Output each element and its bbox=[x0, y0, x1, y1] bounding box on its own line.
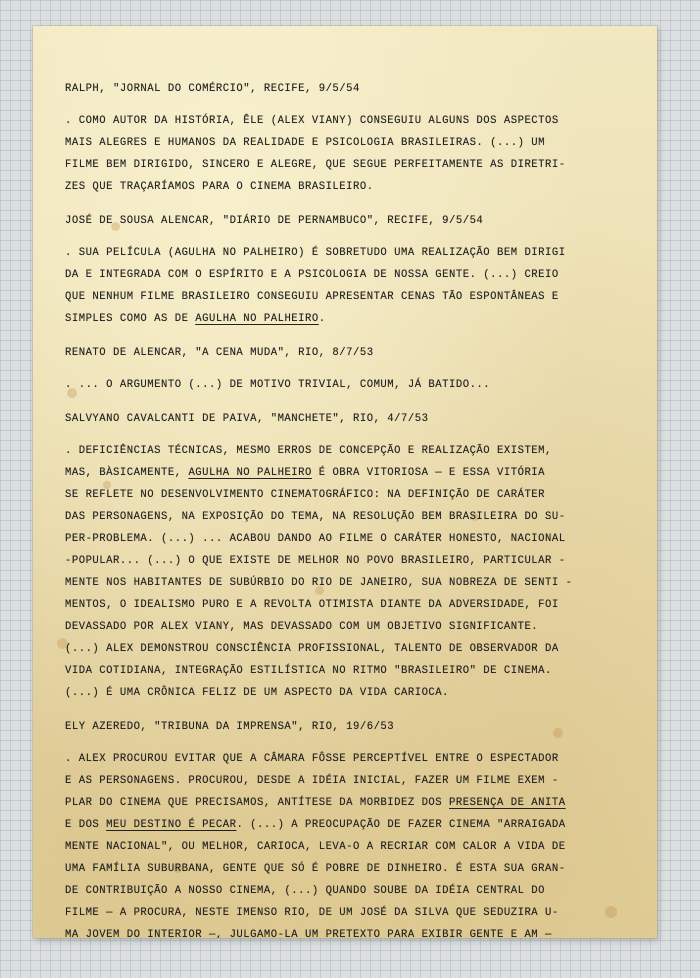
source-citation: RENATO DE ALENCAR, "A CENA MUDA", RIO, 8/7/53 bbox=[65, 347, 374, 359]
quote-line: (...) É UMA CRÔNICA FELIZ DE UM ASPECTO DA VIDA CARIOCA. bbox=[65, 687, 450, 699]
quote-line: . ALEX PROCUROU EVITAR QUE A CÂMARA FÔSSE PERCEPTÍVEL ENTRE O ESPECTADOR bbox=[65, 753, 559, 765]
typewritten-page bbox=[33, 26, 657, 938]
quote-line: (...) ALEX DEMONSTROU CONSCIÊNCIA PROFISSIONAL, TALENTO DE OBSERVADOR DA bbox=[65, 643, 559, 655]
quote-line: UMA FAMÍLIA SUBURBANA, GENTE QUE SÓ É POBRE DE DINHEIRO. É ESTA SUA GRAN- bbox=[65, 863, 566, 875]
quote-line: MENTE NOS HABITANTES DE SUBÚRBIO DO RIO DE JANEIRO, SUA NOBREZA DE SENTI - bbox=[65, 577, 573, 589]
underlined-film-title: MEU DESTINO É PECAR bbox=[106, 819, 237, 831]
quote-line: . ... O ARGUMENTO (...) DE MOTIVO TRIVIAL, COMUM, JÁ BATIDO... bbox=[65, 379, 491, 391]
quote-block bbox=[65, 748, 635, 938]
source-citation: SALVYANO CAVALCANTI DE PAIVA, "MANCHETE", RIO, 4/7/53 bbox=[65, 413, 429, 425]
quote-line: -POPULAR... (...) O QUE EXISTE DE MELHOR NO POVO BRASILEIRO, PARTICULAR - bbox=[65, 555, 566, 567]
quote-line: FILME BEM DIRIGIDO, SINCERO E ALEGRE, QUE SEGUE PERFEITAMENTE AS DIRETRI- bbox=[65, 159, 566, 171]
underlined-film-title: AGULHA NO PALHEIRO bbox=[195, 313, 319, 325]
quote-line: QUE NENHUM FILME BRASILEIRO CONSEGUIU APRESENTAR CENAS TÃO ESPONTÂNEAS E bbox=[65, 291, 559, 303]
quote-line: ZES QUE TRAÇARÍAMOS PARA O CINEMA BRASILEIRO. bbox=[65, 181, 374, 193]
quote-line: VIDA COTIDIANA, INTEGRAÇÃO ESTILÍSTICA NO RITMO "BRASILEIRO" DE CINEMA. bbox=[65, 665, 552, 677]
quote-line: E DOS MEU DESTINO É PECAR. (...) A PREOCUPAÇÃO DE FAZER CINEMA "ARRAIGADA bbox=[65, 819, 566, 831]
quote-line-with-title: MAS, BÀSICAMENTE, AGULHA NO PALHEIRO É OBRA VITORIOSA — E ESSA VITÓRIA bbox=[65, 467, 546, 479]
underlined-film-title: AGULHA NO PALHEIRO bbox=[188, 467, 312, 479]
quote-line: MAIS ALEGRES E HUMANOS DA REALIDADE E PSICOLOGIA BRASILEIRAS. (...) UM bbox=[65, 137, 546, 149]
quote-line: . COMO AUTOR DA HISTÓRIA, ÊLE (ALEX VIANY) CONSEGUIU ALGUNS DOS ASPECTOS bbox=[65, 115, 559, 127]
document-body bbox=[65, 78, 635, 938]
underlined-film-title: PRESENÇA DE ANITA bbox=[449, 797, 566, 809]
source-citation: JOSÉ DE SOUSA ALENCAR, "DIÁRIO DE PERNAMBUCO", RECIFE, 9/5/54 bbox=[65, 215, 484, 227]
quote-line: . SUA PELÍCULA (AGULHA NO PALHEIRO) É SOBRETUDO UMA REALIZAÇÃO BEM DIRIGI bbox=[65, 247, 566, 259]
quote-line: DE CONTRIBUIÇÃO A NOSSO CINEMA, (...) QUANDO SOUBE DA IDÉIA CENTRAL DO bbox=[65, 885, 546, 897]
quote-line: . DEFICIÊNCIAS TÉCNICAS, MESMO ERROS DE CONCEPÇÃO E REALIZAÇÃO EXISTEM, bbox=[65, 445, 552, 457]
quote-block bbox=[65, 374, 635, 396]
quote-line: FILME — A PROCURA, NESTE IMENSO RIO, DE UM JOSÉ DA SILVA QUE SEDUZIRA U- bbox=[65, 907, 559, 919]
quote-line: SE REFLETE NO DESENVOLVIMENTO CINEMATOGRÁFICO: NA DEFINIÇÃO DE CARÁTER bbox=[65, 489, 546, 501]
quote-line: MENTE NACIONAL", OU MELHOR, CARIOCA, LEVA-O A RECRIAR COM CALOR A VIDA DE bbox=[65, 841, 566, 853]
quote-line: PER-PROBLEMA. (...) ... ACABOU DANDO AO FILME O CARÁTER HONESTO, NACIONAL bbox=[65, 533, 566, 545]
source-citation: ELY AZEREDO, "TRIBUNA DA IMPRENSA", RIO, 19/6/53 bbox=[65, 721, 395, 733]
quote-line: MENTOS, O IDEALISMO PURO E A REVOLTA OTIMISTA DIANTE DA ADVERSIDADE, FOI bbox=[65, 599, 559, 611]
quote-block bbox=[65, 242, 635, 330]
quote-line-with-title: SIMPLES COMO AS DE AGULHA NO PALHEIRO. bbox=[65, 313, 326, 325]
quote-line: E AS PERSONAGENS. PROCUROU, DESDE A IDÉIA INICIAL, FAZER UM FILME EXEM - bbox=[65, 775, 559, 787]
quote-block bbox=[65, 110, 635, 198]
quote-line: DAS PERSONAGENS, NA EXPOSIÇÃO DO TEMA, NA RESOLUÇÃO BEM BRASILEIRA DO SU- bbox=[65, 511, 566, 523]
quote-line: PLAR DO CINEMA QUE PRECISAMOS, ANTÍTESE DA MORBIDEZ DOS PRESENÇA DE ANITA bbox=[65, 797, 566, 809]
source-citation: RALPH, "JORNAL DO COMÉRCIO", RECIFE, 9/5/54 bbox=[65, 83, 360, 95]
quote-line: DEVASSADO POR ALEX VIANY, MAS DEVASSADO COM UM OBJETIVO SIGNIFICANTE. bbox=[65, 621, 539, 633]
quote-block bbox=[65, 440, 635, 704]
quote-line: DA E INTEGRADA COM O ESPÍRITO E A PSICOLOGIA DE NOSSA GENTE. (...) CREIO bbox=[65, 269, 559, 281]
quote-line: MA JOVEM DO INTERIOR —, JULGAMO-LA UM PRETEXTO PARA EXIBIR GENTE E AM — bbox=[65, 929, 552, 938]
